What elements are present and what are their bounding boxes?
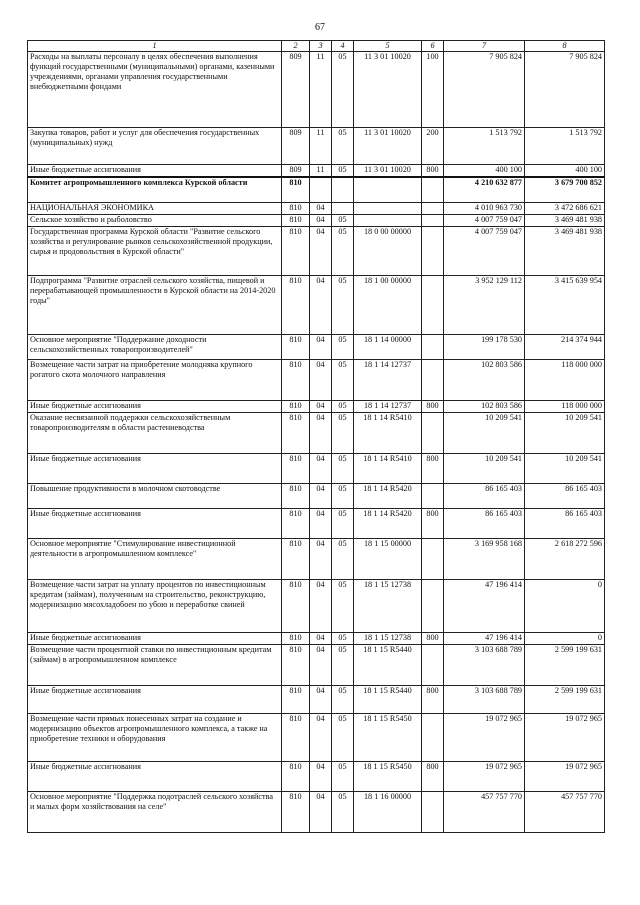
cell-amount-1: 4 007 759 047	[444, 227, 525, 276]
table-row	[28, 227, 605, 276]
table-row	[28, 203, 605, 215]
cell-csr: 18 0 00 00000	[354, 227, 422, 276]
cell-csr: 18 1 15 12738	[354, 633, 422, 645]
cell-gr: 810	[282, 177, 310, 203]
cell-name: Сельское хозяйство и рыболовство	[28, 215, 282, 227]
cell-rz: 04	[310, 539, 332, 580]
cell-vr	[422, 714, 444, 762]
table-row	[28, 177, 605, 203]
table-header-row	[28, 41, 605, 52]
cell-csr: 18 1 14 R5420	[354, 484, 422, 509]
cell-gr: 810	[282, 645, 310, 686]
cell-csr: 18 1 15 R5450	[354, 762, 422, 792]
cell-csr: 18 1 14 00000	[354, 335, 422, 360]
cell-vr	[422, 215, 444, 227]
cell-gr: 810	[282, 686, 310, 714]
cell-csr: 18 1 15 00000	[354, 539, 422, 580]
cell-amount-2: 3 469 481 938	[525, 227, 605, 276]
cell-vr	[422, 227, 444, 276]
cell-rz: 04	[310, 227, 332, 276]
table-row	[28, 539, 605, 580]
cell-gr: 810	[282, 215, 310, 227]
table-row	[28, 335, 605, 360]
cell-rz: 04	[310, 335, 332, 360]
table-row	[28, 645, 605, 686]
table-row	[28, 413, 605, 454]
cell-amount-1: 4 210 632 877	[444, 177, 525, 203]
cell-gr: 810	[282, 539, 310, 580]
cell-amount-2: 118 000 000	[525, 360, 605, 401]
cell-rz: 04	[310, 203, 332, 215]
cell-amount-2: 400 100	[525, 165, 605, 178]
cell-csr: 18 1 14 R5420	[354, 509, 422, 539]
cell-gr: 809	[282, 165, 310, 178]
cell-amount-1: 400 100	[444, 165, 525, 178]
cell-csr: 18 1 14 R5410	[354, 413, 422, 454]
cell-csr: 11 3 01 10020	[354, 165, 422, 178]
cell-amount-1: 199 178 530	[444, 335, 525, 360]
cell-amount-2: 2 618 272 596	[525, 539, 605, 580]
header-cell: 6	[422, 41, 444, 52]
cell-rz: 11	[310, 165, 332, 178]
cell-name: Расходы на выплаты персоналу в целях обеспечения выполнения функций государственными (муниципальными) органами, казенными учреждениями, органами управления государственными внебюджетными фондами	[28, 52, 282, 128]
cell-name: Иные бюджетные ассигнования	[28, 633, 282, 645]
cell-name: Возмещение части прямых понесенных затрат на создание и модернизацию объектов агропромышленного комплекса, а также на приобретение техники и оборудования	[28, 714, 282, 762]
cell-csr: 18 1 14 12737	[354, 401, 422, 413]
cell-amount-2: 2 599 199 631	[525, 686, 605, 714]
cell-name: Государственная программа Курской области "Развитие сельского хозяйства и регулирование рынков сельскохозяйственной продукции, сырья и продовольствия в Курской области"	[28, 227, 282, 276]
cell-name: НАЦИОНАЛЬНАЯ ЭКОНОМИКА	[28, 203, 282, 215]
cell-gr: 810	[282, 792, 310, 833]
cell-rz	[310, 177, 332, 203]
cell-amount-2: 0	[525, 580, 605, 633]
cell-amount-1: 4 010 963 730	[444, 203, 525, 215]
cell-gr: 810	[282, 227, 310, 276]
cell-vr	[422, 484, 444, 509]
cell-pr: 05	[332, 360, 354, 401]
cell-pr: 05	[332, 792, 354, 833]
cell-rz: 04	[310, 633, 332, 645]
cell-name: Возмещение части затрат на приобретение молодняка крупного рогатого скота молочного направления	[28, 360, 282, 401]
cell-vr	[422, 580, 444, 633]
header-cell: 4	[332, 41, 354, 52]
cell-name: Иные бюджетные ассигнования	[28, 165, 282, 178]
cell-amount-2: 19 072 965	[525, 714, 605, 762]
cell-pr: 05	[332, 714, 354, 762]
cell-amount-1: 7 905 824	[444, 52, 525, 128]
table-row	[28, 762, 605, 792]
cell-amount-1: 86 165 403	[444, 509, 525, 539]
table-row	[28, 52, 605, 128]
cell-vr: 800	[422, 509, 444, 539]
header-cell: 8	[525, 41, 605, 52]
cell-vr	[422, 177, 444, 203]
cell-pr: 05	[332, 454, 354, 484]
cell-amount-1: 3 103 688 789	[444, 645, 525, 686]
cell-pr: 05	[332, 276, 354, 335]
page-number: 67	[315, 22, 325, 33]
cell-name: Иные бюджетные ассигнования	[28, 686, 282, 714]
cell-amount-2: 2 599 199 631	[525, 645, 605, 686]
cell-pr	[332, 177, 354, 203]
table-row	[28, 509, 605, 539]
cell-rz: 04	[310, 276, 332, 335]
cell-csr	[354, 203, 422, 215]
cell-rz: 04	[310, 645, 332, 686]
cell-amount-1: 3 169 958 168	[444, 539, 525, 580]
header-cell: 7	[444, 41, 525, 52]
cell-pr: 05	[332, 686, 354, 714]
cell-amount-2: 7 905 824	[525, 52, 605, 128]
cell-gr: 810	[282, 484, 310, 509]
cell-vr: 800	[422, 454, 444, 484]
cell-name: Возмещение части затрат на уплату процентов по инвестиционным кредитам (займам), полученным на строительство, реконструкцию, модернизацию мясохладобоен по убою и переработке свиней	[28, 580, 282, 633]
cell-amount-1: 3 103 688 789	[444, 686, 525, 714]
cell-rz: 04	[310, 509, 332, 539]
cell-pr: 05	[332, 52, 354, 128]
cell-rz: 04	[310, 401, 332, 413]
cell-amount-1: 10 209 541	[444, 454, 525, 484]
cell-vr: 100	[422, 52, 444, 128]
cell-name: Оказание несвязанной поддержки сельскохозяйственным товаропроизводителям в области растениеводства	[28, 413, 282, 454]
header-cell: 5	[354, 41, 422, 52]
cell-name: Иные бюджетные ассигнования	[28, 762, 282, 792]
cell-gr: 809	[282, 128, 310, 165]
table-row	[28, 484, 605, 509]
cell-rz: 04	[310, 792, 332, 833]
cell-rz: 04	[310, 413, 332, 454]
cell-csr: 18 1 15 R5440	[354, 645, 422, 686]
cell-pr: 05	[332, 539, 354, 580]
cell-name: Иные бюджетные ассигнования	[28, 509, 282, 539]
cell-gr: 810	[282, 360, 310, 401]
cell-gr: 810	[282, 509, 310, 539]
cell-csr: 18 1 16 00000	[354, 792, 422, 833]
table-row	[28, 714, 605, 762]
cell-name: Основное мероприятие "Стимулирование инвестиционной деятельности в агропромышленном комплексе"	[28, 539, 282, 580]
cell-vr	[422, 203, 444, 215]
cell-gr: 810	[282, 335, 310, 360]
cell-amount-2: 214 374 944	[525, 335, 605, 360]
cell-pr: 05	[332, 580, 354, 633]
cell-pr: 05	[332, 165, 354, 178]
cell-pr: 05	[332, 215, 354, 227]
cell-vr	[422, 360, 444, 401]
table-row	[28, 360, 605, 401]
cell-rz: 11	[310, 52, 332, 128]
cell-amount-1: 10 209 541	[444, 413, 525, 454]
cell-gr: 810	[282, 276, 310, 335]
cell-name: Иные бюджетные ассигнования	[28, 401, 282, 413]
cell-amount-1: 47 196 414	[444, 580, 525, 633]
cell-amount-1: 19 072 965	[444, 762, 525, 792]
cell-vr	[422, 413, 444, 454]
cell-amount-2: 19 072 965	[525, 762, 605, 792]
cell-amount-1: 86 165 403	[444, 484, 525, 509]
cell-rz: 04	[310, 686, 332, 714]
cell-pr: 05	[332, 645, 354, 686]
cell-vr	[422, 792, 444, 833]
cell-csr: 18 1 15 R5450	[354, 714, 422, 762]
cell-amount-2: 3 469 481 938	[525, 215, 605, 227]
cell-name: Подпрограмма "Развитие отраслей сельского хозяйства, пищевой и перерабатывающей промышленности в Курской области на 2014-2020 годы"	[28, 276, 282, 335]
cell-vr: 800	[422, 165, 444, 178]
cell-rz: 04	[310, 762, 332, 792]
cell-csr: 18 1 15 12738	[354, 580, 422, 633]
cell-vr	[422, 335, 444, 360]
cell-pr: 05	[332, 413, 354, 454]
cell-csr: 18 1 14 12737	[354, 360, 422, 401]
cell-amount-2: 0	[525, 633, 605, 645]
header-cell: 1	[28, 41, 282, 52]
cell-rz: 04	[310, 484, 332, 509]
cell-amount-1: 102 803 586	[444, 401, 525, 413]
cell-amount-2: 3 472 686 621	[525, 203, 605, 215]
cell-pr: 05	[332, 401, 354, 413]
cell-name: Повышение продуктивности в молочном скотоводстве	[28, 484, 282, 509]
budget-table	[27, 40, 605, 833]
cell-amount-1: 4 007 759 047	[444, 215, 525, 227]
cell-name: Возмещение части процентной ставки по инвестиционным кредитам (займам) в агропромышленном комплексе	[28, 645, 282, 686]
cell-pr: 05	[332, 227, 354, 276]
cell-vr	[422, 276, 444, 335]
cell-amount-2: 10 209 541	[525, 413, 605, 454]
table-row	[28, 276, 605, 335]
cell-amount-2: 3 415 639 954	[525, 276, 605, 335]
cell-csr: 18 1 14 R5410	[354, 454, 422, 484]
cell-amount-2: 3 679 700 852	[525, 177, 605, 203]
cell-name: Основное мероприятие "Поддержка подотраслей сельского хозяйства и малых форм хозяйствования на селе"	[28, 792, 282, 833]
cell-amount-2: 86 165 403	[525, 484, 605, 509]
table-row	[28, 633, 605, 645]
cell-amount-2: 118 000 000	[525, 401, 605, 413]
cell-pr	[332, 203, 354, 215]
cell-rz: 04	[310, 215, 332, 227]
cell-pr: 05	[332, 335, 354, 360]
header-cell: 2	[282, 41, 310, 52]
cell-vr: 200	[422, 128, 444, 165]
cell-rz: 04	[310, 580, 332, 633]
table-row	[28, 792, 605, 833]
cell-amount-1: 19 072 965	[444, 714, 525, 762]
table-row	[28, 401, 605, 413]
table-body	[28, 41, 605, 833]
cell-vr: 800	[422, 762, 444, 792]
cell-pr: 05	[332, 509, 354, 539]
cell-name: Комитет агропромышленного комплекса Курской области	[28, 177, 282, 203]
cell-csr	[354, 177, 422, 203]
table-row	[28, 215, 605, 227]
cell-vr	[422, 539, 444, 580]
cell-gr: 810	[282, 633, 310, 645]
cell-rz: 04	[310, 360, 332, 401]
cell-pr: 05	[332, 128, 354, 165]
table-row	[28, 454, 605, 484]
cell-csr: 18 1 00 00000	[354, 276, 422, 335]
cell-pr: 05	[332, 484, 354, 509]
cell-name: Закупка товаров, работ и услуг для обеспечения государственных (муниципальных) нужд	[28, 128, 282, 165]
cell-gr: 810	[282, 762, 310, 792]
cell-csr	[354, 215, 422, 227]
cell-rz: 11	[310, 128, 332, 165]
table-row	[28, 128, 605, 165]
cell-vr	[422, 645, 444, 686]
cell-gr: 810	[282, 454, 310, 484]
table-row	[28, 686, 605, 714]
cell-gr: 809	[282, 52, 310, 128]
cell-amount-1: 3 952 129 112	[444, 276, 525, 335]
cell-pr: 05	[332, 633, 354, 645]
cell-amount-1: 1 513 792	[444, 128, 525, 165]
cell-amount-1: 47 196 414	[444, 633, 525, 645]
cell-csr: 11 3 01 10020	[354, 52, 422, 128]
header-cell: 3	[310, 41, 332, 52]
cell-vr: 800	[422, 401, 444, 413]
table-row	[28, 165, 605, 178]
cell-gr: 810	[282, 413, 310, 454]
cell-csr: 18 1 15 R5440	[354, 686, 422, 714]
cell-gr: 810	[282, 714, 310, 762]
cell-pr: 05	[332, 762, 354, 792]
table-row	[28, 580, 605, 633]
cell-name: Иные бюджетные ассигнования	[28, 454, 282, 484]
cell-rz: 04	[310, 714, 332, 762]
cell-vr: 800	[422, 633, 444, 645]
cell-vr: 800	[422, 686, 444, 714]
cell-gr: 810	[282, 580, 310, 633]
cell-name: Основное мероприятие "Поддержание доходности сельскохозяйственных товаропроизводителей"	[28, 335, 282, 360]
cell-amount-2: 1 513 792	[525, 128, 605, 165]
cell-gr: 810	[282, 401, 310, 413]
cell-amount-1: 102 803 586	[444, 360, 525, 401]
cell-amount-1: 457 757 770	[444, 792, 525, 833]
cell-amount-2: 457 757 770	[525, 792, 605, 833]
cell-amount-2: 86 165 403	[525, 509, 605, 539]
cell-rz: 04	[310, 454, 332, 484]
cell-amount-2: 10 209 541	[525, 454, 605, 484]
cell-gr: 810	[282, 203, 310, 215]
cell-csr: 11 3 01 10020	[354, 128, 422, 165]
